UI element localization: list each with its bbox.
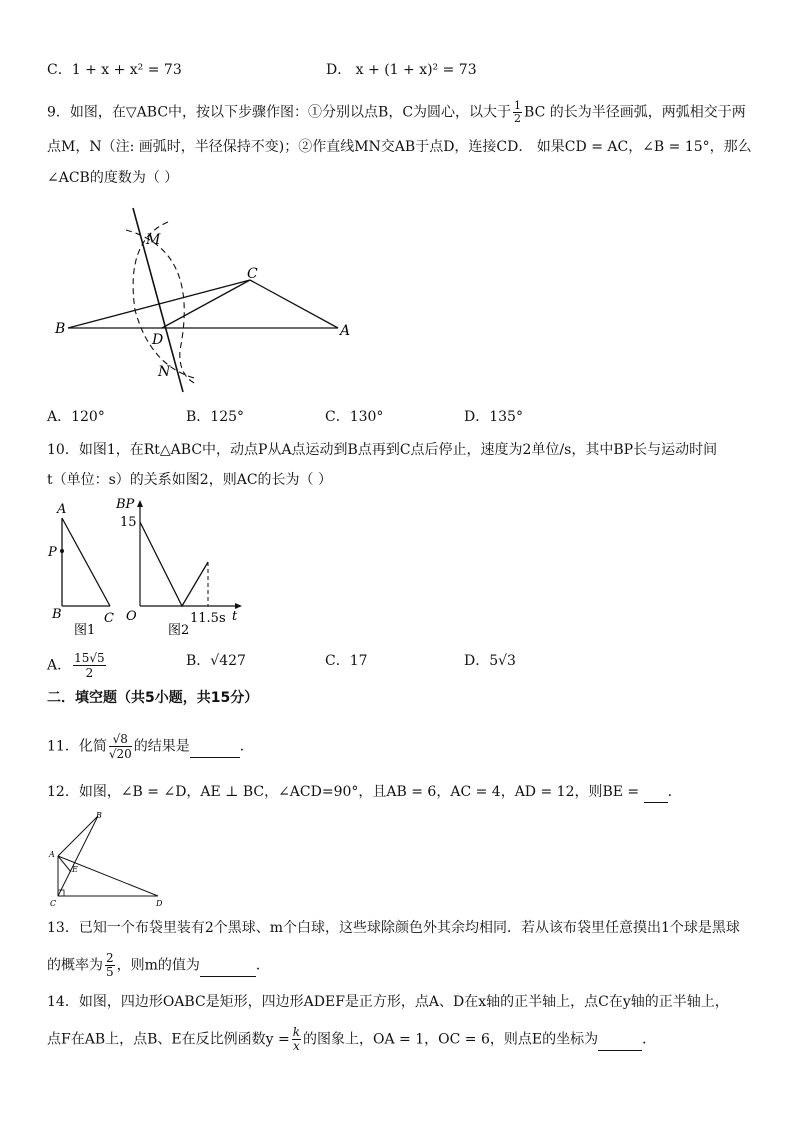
- q10-option-c: C．17: [325, 653, 368, 669]
- q12-label-e: E: [72, 865, 78, 874]
- q9-line2: 点M，N（注: 画弧时，半径保持不变)；②作直线MN交AB于点D，连接CD． 如果CD = AC，∠B = 15°，那么: [47, 139, 752, 155]
- q9-label-b: B: [55, 321, 66, 337]
- q9-label-n: N: [158, 364, 171, 380]
- q9-label-c: C: [247, 266, 258, 282]
- q9-option-a: A．120°: [47, 409, 105, 425]
- q13-answer-blank: [200, 956, 256, 977]
- q9-line1: [47, 100, 746, 125]
- q10-fig2-origin: O: [126, 609, 137, 624]
- q10-line1: 10．如图1，在Rt△ABC中，动点P从A点运动到B点再到C点后停止，速度为2单位/s，其中BP长与运动时间: [47, 442, 718, 458]
- q10-option-a: A． $\frac{15√5}{2}$: [47, 651, 105, 680]
- q10-fig2-ylabel: BP: [116, 497, 135, 512]
- q10-fig2-caption: 图2: [168, 623, 190, 638]
- q13-line1: 13．已知一个布袋里装有2个黑球、m个白球，这些球除颜色外其余均相同．若从该布袋里任意摸出1个球是黑球: [47, 920, 740, 936]
- q10-line2: t（单位：s）的关系如图2，则AC的长为（ ）: [47, 472, 332, 488]
- q10-fig2-xlabel: t: [232, 609, 238, 624]
- q10-fig1-caption: 图1: [74, 623, 96, 638]
- q10-figure-2: [112, 494, 262, 642]
- q14-line2: 点F在AB上，点B、E在反比例函数y = $\frac{k}{x}$ 的图象上，OA = 1，OC = 6，则点E的坐标为 ．: [47, 1025, 657, 1053]
- q9-line3: ∠ACB的度数为（ ）: [47, 170, 179, 186]
- section-title: 二．填空题（共5小题，共15分）: [47, 690, 259, 706]
- q10-fig1-label-b: B: [52, 607, 62, 622]
- q9-label-d: D: [152, 332, 164, 348]
- q10-fig2-y15: 15: [120, 515, 137, 530]
- q12: 12．如图，∠B = ∠D，AE ⊥ BC，∠ACD=90°，且AB = 6，AC = 4，AD = 12，则BE = ．: [47, 782, 682, 803]
- q12-label-a: A: [49, 850, 55, 859]
- q9-figure: [50, 200, 370, 400]
- q11-answer-blank: [190, 737, 240, 758]
- q14-answer-blank: [598, 1030, 642, 1051]
- q12-figure: [46, 808, 176, 910]
- q10-fig1-label-c: C: [104, 611, 114, 626]
- q8-option-d: D． x + (1 + x)² = 73: [326, 62, 477, 78]
- q10-fig1-label-a: A: [57, 502, 67, 517]
- q10-option-d: D．5√3: [464, 653, 516, 669]
- q10-fig2-tick: 11.5s: [190, 611, 226, 626]
- q12-label-b: B: [96, 811, 102, 820]
- q9-label-a: A: [340, 323, 351, 339]
- q9-option-b: B．125°: [186, 409, 245, 425]
- q10-fig1-label-p: P: [48, 545, 57, 560]
- q12-label-d: D: [156, 899, 163, 908]
- q12-label-c: C: [50, 899, 57, 908]
- q9-label-m: M: [146, 232, 161, 248]
- q8-option-c: C．1 + x + x² = 73: [47, 62, 182, 78]
- q11: 11．化简 $\frac{√8}{√20}$ 的结果是 ．: [47, 732, 254, 761]
- q9-text-a: 9．如图，在▽ABC中，按以下步骤作图：①分别以点B，C为圆心，以大于: [47, 104, 512, 121]
- q9-fraction: $\frac{1}{2}$: [514, 99, 522, 125]
- q13-line2: 的概率为 $\frac{2}{5}$ ，则m的值为 ．: [47, 951, 270, 979]
- q9-text-b: BC 的长为半径画弧，两弧相交于两: [524, 104, 746, 121]
- q9-option-c: C．130°: [325, 409, 384, 425]
- q9-option-d: D．135°: [464, 409, 523, 425]
- q10-option-b: B．√427: [186, 653, 246, 669]
- q12-answer-blank: [644, 782, 668, 803]
- q14-line1: 14．如图，四边形OABC是矩形，四边形ADEF是正方形，点A、D在x轴的正半轴上，点C在y轴的正半轴上，: [47, 994, 729, 1010]
